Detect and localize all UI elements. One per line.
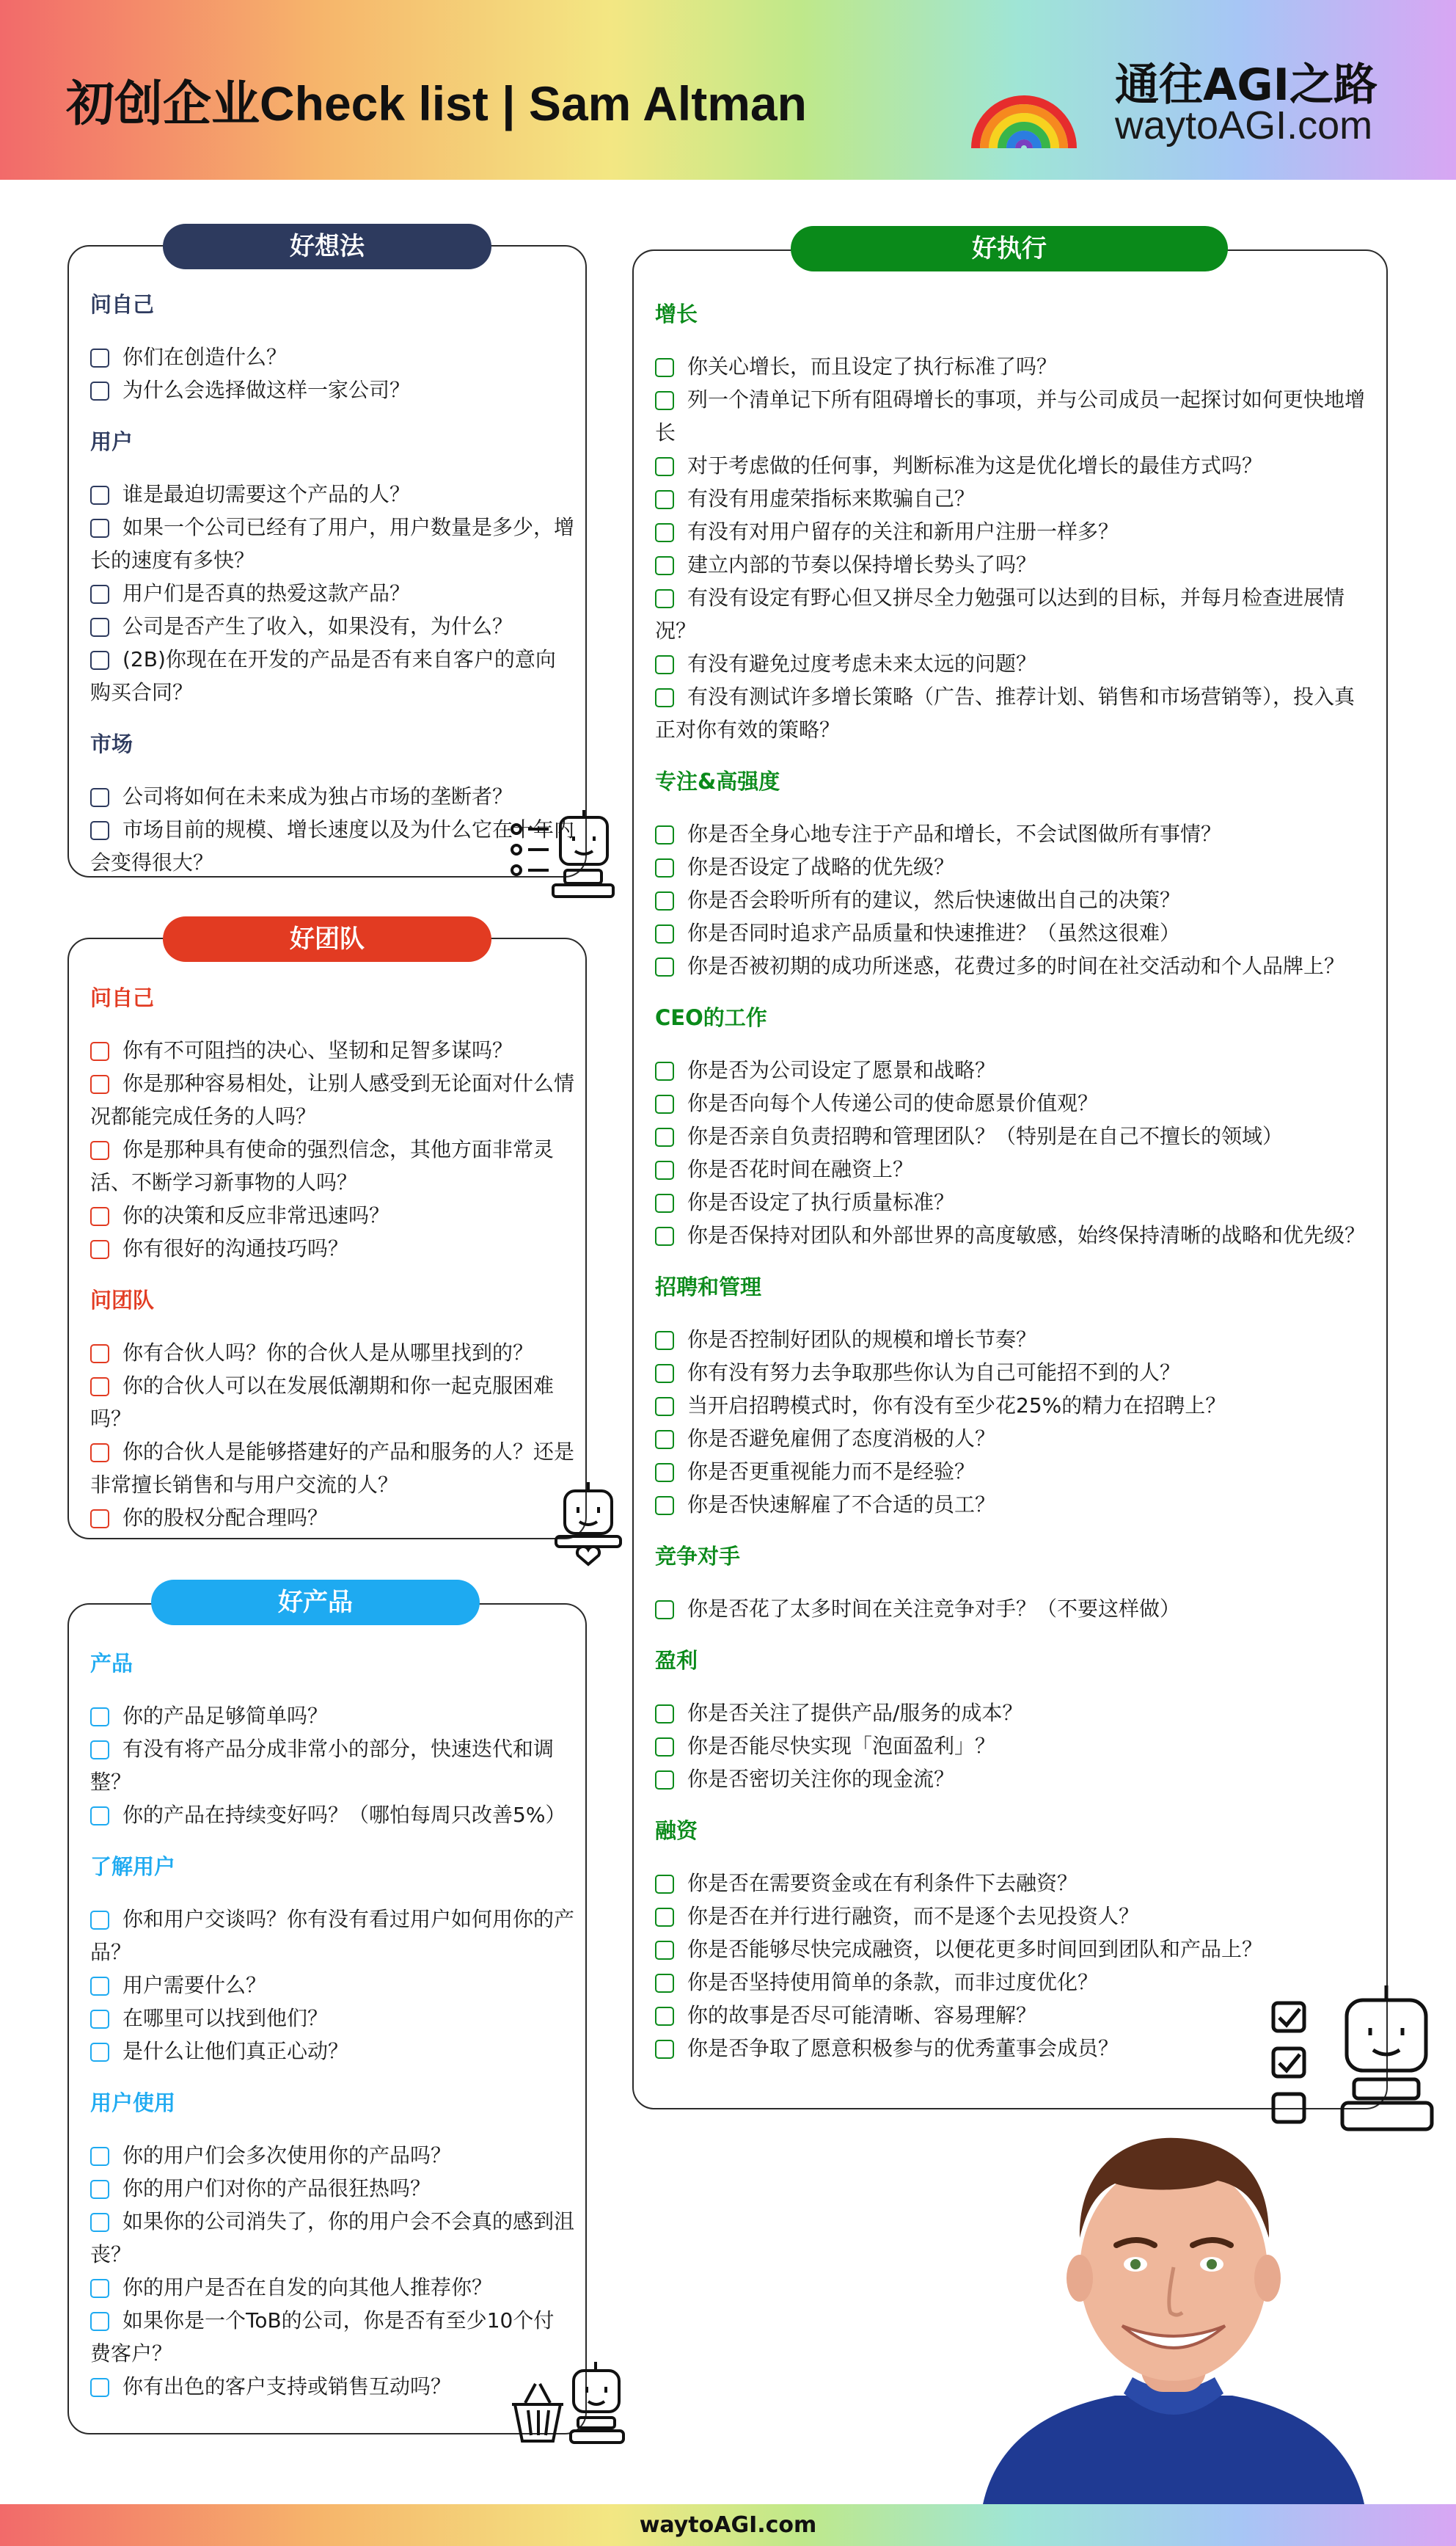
checkbox-icon[interactable] <box>655 1161 674 1180</box>
checklist-item-text: 你是否花时间在融资上？ <box>687 1157 914 1181</box>
checklist-item[interactable] <box>655 1455 1367 1488</box>
checklist-item[interactable] <box>655 1762 1367 1795</box>
checklist-item-text: 你的股权分配合理吗？ <box>122 1506 329 1530</box>
checkbox-icon[interactable] <box>655 1062 674 1081</box>
checkbox-icon[interactable] <box>655 2040 674 2059</box>
checklist-item[interactable] <box>90 1369 574 1435</box>
checkbox-icon[interactable] <box>90 1707 109 1726</box>
checklist-item-text: 你是否能够尽快完成融资，以便花更多时间回到团队和产品上？ <box>687 1937 1263 1961</box>
checklist-item[interactable] <box>90 2205 574 2271</box>
checklist-item[interactable] <box>90 1798 574 1831</box>
checklist-item-text: 你是否控制好团队的规模和增长节奏？ <box>687 1327 1037 1352</box>
checklist-item-text: 有没有对用户留存的关注和新用户注册一样多？ <box>687 519 1119 544</box>
checklist-item[interactable] <box>655 1900 1367 1933</box>
good-team-list <box>90 982 574 1534</box>
checkbox-icon[interactable] <box>655 457 674 476</box>
checkbox-icon[interactable] <box>90 1377 109 1396</box>
checkbox-icon[interactable] <box>90 1207 109 1226</box>
checklist-item[interactable] <box>655 883 1367 916</box>
checklist-item[interactable] <box>655 1054 1367 1087</box>
section-title: 市场 <box>90 732 133 756</box>
checklist-item[interactable] <box>655 1966 1367 1999</box>
checklist-item-text: 你和用户交谈吗？你有没有看过用户如何用你的产品？ <box>90 1907 575 1964</box>
checkbox-icon[interactable] <box>90 1344 109 1363</box>
checkbox-icon[interactable] <box>655 1430 674 1449</box>
checklist-item[interactable] <box>655 1729 1367 1762</box>
checklist-item[interactable] <box>90 643 574 709</box>
checklist-item-text: 你是否向每个人传递公司的使命愿景价值观？ <box>687 1091 1099 1115</box>
checklist-item-text: 你是否快速解雇了不合适的员工？ <box>687 1492 996 1517</box>
section-title: 专注&高强度 <box>655 769 780 794</box>
pill-good-execution: 好执行 <box>791 226 1228 271</box>
checklist-item[interactable] <box>90 610 574 643</box>
checklist-item[interactable] <box>90 1435 574 1501</box>
checklist-item-text: 你是否密切关注你的现金流？ <box>687 1767 955 1791</box>
checkbox-icon[interactable] <box>655 1941 674 1960</box>
checklist-item-text: 对于考虑做的任何事，判断标准为这是优化增长的最佳方式吗？ <box>687 453 1263 478</box>
checkbox-icon[interactable] <box>90 486 109 505</box>
checkbox-icon[interactable] <box>655 1974 674 1993</box>
checklist-item-text: 你是否坚持使用简单的条款，而非过度优化？ <box>687 1970 1099 1994</box>
checklist-item[interactable] <box>655 1592 1367 1625</box>
checklist-item-text: 你的产品足够简单吗？ <box>122 1704 329 1728</box>
checklist-item[interactable] <box>655 581 1367 647</box>
checklist-item-text: 你是否设定了执行质量标准？ <box>687 1190 955 1214</box>
checklist-item[interactable] <box>90 2370 574 2403</box>
checkbox-icon[interactable] <box>90 2279 109 2298</box>
section-title: 问自己 <box>90 985 155 1010</box>
checklist-item-text: 如果你的公司消失了，你的用户会不会真的感到沮丧？ <box>90 2209 575 2266</box>
checkbox-icon[interactable] <box>90 1806 109 1825</box>
checklist-item-text: 你的用户们对你的产品很狂热吗？ <box>122 2176 431 2200</box>
checkbox-icon[interactable] <box>655 825 674 845</box>
checkbox-icon[interactable] <box>90 2180 109 2199</box>
checklist-item[interactable] <box>90 1133 574 1199</box>
header-banner <box>0 0 1456 180</box>
checklist-item[interactable] <box>655 1153 1367 1186</box>
robot-list-icon <box>506 807 623 902</box>
checkbox-icon[interactable] <box>655 556 674 575</box>
checkbox-icon[interactable] <box>90 1911 109 1930</box>
checkbox-icon[interactable] <box>655 1908 674 1927</box>
checklist-item[interactable] <box>655 1488 1367 1521</box>
checklist-item[interactable] <box>655 680 1367 746</box>
section-title: 竞争对手 <box>655 1544 741 1569</box>
checkbox-icon[interactable] <box>655 1875 674 1894</box>
checkbox-icon[interactable] <box>655 523 674 542</box>
checklist-item[interactable] <box>90 511 574 577</box>
section-title: 盈利 <box>655 1648 698 1673</box>
checklist-item-text: 你的用户是否在自发的向其他人推荐你？ <box>122 2275 493 2299</box>
checklist-item-text: 你的产品在持续变好吗？（哪怕每周只改善5%） <box>122 1803 566 1827</box>
checklist-item[interactable] <box>90 1501 574 1534</box>
checklist-item[interactable] <box>90 1903 574 1969</box>
checklist-item[interactable] <box>655 2032 1367 2065</box>
checklist-item[interactable] <box>655 449 1367 482</box>
checkbox-icon[interactable] <box>655 1600 674 1619</box>
checklist-item-text: 你是否在需要资金或在有利条件下去融资？ <box>687 1871 1078 1895</box>
checklist-item[interactable] <box>90 340 574 373</box>
checkbox-icon[interactable] <box>90 1141 109 1160</box>
checkbox-icon[interactable] <box>655 2007 674 2026</box>
checklist-item-text: 你有没有努力去争取那些你认为自己可能招不到的人？ <box>687 1360 1181 1385</box>
checklist-item[interactable] <box>90 1199 574 1232</box>
checklist-item[interactable] <box>655 1186 1367 1219</box>
checklist-item-text: 你是那种容易相处，让别人感受到无论面对什么情况都能完成任务的人吗？ <box>90 1071 575 1128</box>
checkbox-icon[interactable] <box>655 1128 674 1147</box>
checkbox-icon[interactable] <box>90 1443 109 1462</box>
checklist-item-text: 谁是最迫切需要这个产品的人？ <box>122 482 411 506</box>
checklist-item-text: 为什么会选择做这样一家公司？ <box>122 378 411 402</box>
checklist-item[interactable] <box>90 1699 574 1732</box>
checkbox-icon[interactable] <box>90 1509 109 1528</box>
checkbox-icon[interactable] <box>655 490 674 509</box>
checkbox-icon[interactable] <box>655 358 674 377</box>
checklist-item-text: 是什么让他们真正心动？ <box>122 2039 349 2063</box>
checkbox-icon[interactable] <box>655 1770 674 1790</box>
checkbox-icon[interactable] <box>655 1331 674 1350</box>
checklist-item-text: 你有出色的客户支持或销售互动吗？ <box>122 2374 452 2399</box>
checklist-item[interactable] <box>655 482 1367 515</box>
checklist-item[interactable] <box>90 2035 574 2068</box>
checklist-item-text: 有没有将产品分成非常小的部分，快速迭代和调整？ <box>90 1737 555 1794</box>
checklist-item[interactable] <box>655 1696 1367 1729</box>
checklist-item-text: 在哪里可以找到他们？ <box>122 2006 329 2030</box>
checkbox-icon[interactable] <box>655 1227 674 1246</box>
checkbox-icon[interactable] <box>90 651 109 670</box>
checklist-item-text: 用户需要什么？ <box>122 1973 267 1997</box>
checklist-item-text: 你的合伙人是能够搭建好的产品和服务的人？还是非常擅长销售和与用户交流的人？ <box>90 1440 575 1497</box>
checklist-item-text: 有没有设定有野心但又拼尽全力勉强可以达到的目标，并每月检查进展情况？ <box>655 586 1345 643</box>
checklist-item[interactable] <box>90 1067 574 1133</box>
checklist-item[interactable] <box>90 780 574 813</box>
section-title: 招聘和管理 <box>655 1274 762 1299</box>
section-title: 增长 <box>655 302 698 327</box>
section-title: 用户 <box>90 429 133 454</box>
checklist-item-text: 你有合伙人吗？你的合伙人是从哪里找到的？ <box>122 1341 534 1365</box>
checkbox-icon[interactable] <box>90 1042 109 1061</box>
checklist-item-text: 有没有测试许多增长策略（广告、推荐计划、销售和市场营销等），投入真正对你有效的策略？ <box>655 685 1356 742</box>
checklist-item[interactable] <box>90 2271 574 2304</box>
checklist-item-text: 你是否避免雇佣了态度消极的人？ <box>687 1426 996 1451</box>
checkbox-icon[interactable] <box>655 1194 674 1213</box>
checklist-item[interactable] <box>90 2139 574 2172</box>
checklist-item-text: 用户们是否真的热爱这款产品？ <box>122 581 411 605</box>
checklist-item[interactable] <box>90 1232 574 1265</box>
checklist-item-text: 你是否花了太多时间在关注竞争对手？（不要这样做） <box>687 1597 1181 1621</box>
checklist-item[interactable] <box>655 850 1367 883</box>
rainbow-icon <box>967 45 1077 156</box>
checklist-item[interactable] <box>655 647 1367 680</box>
checkbox-icon[interactable] <box>90 2043 109 2062</box>
checklist-item-text: 你是否被初期的成功所迷惑，花费过多的时间在社交活动和个人品牌上？ <box>687 954 1345 978</box>
checklist-item-text: 你是否在并行进行融资，而不是逐个去见投资人？ <box>687 1904 1140 1928</box>
checklist-item[interactable] <box>90 1732 574 1798</box>
checklist-item-text: 你是否能尽快实现「泡面盈利」？ <box>687 1734 996 1758</box>
checklist-item-text: 你关心增长，而且设定了执行标准了吗？ <box>687 354 1058 379</box>
section-title: 融资 <box>655 1818 698 1843</box>
checklist-item-text: 公司将如何在未来成为独占市场的垄断者？ <box>122 784 513 809</box>
checklist-item[interactable] <box>655 350 1367 383</box>
checkbox-icon[interactable] <box>655 1463 674 1482</box>
good-product-list <box>90 1647 574 2403</box>
checklist-item-text: 市场目前的规模、增长速度以及为什么它在十年内会变得很大？ <box>90 817 575 875</box>
checklist-item[interactable] <box>655 1323 1367 1356</box>
checklist-item-text: 你有很好的沟通技巧吗？ <box>122 1236 349 1261</box>
checklist-item-text: 有没有避免过度考虑未来太远的问题？ <box>687 652 1037 676</box>
checkbox-icon[interactable] <box>90 1075 109 1094</box>
checkbox-icon[interactable] <box>655 1397 674 1416</box>
checklist-item[interactable] <box>655 1120 1367 1153</box>
checkbox-icon[interactable] <box>90 1740 109 1759</box>
checkbox-icon[interactable] <box>90 1977 109 1996</box>
brand-name: 通往AGI之路 <box>1115 59 1378 111</box>
checklist-item-text: 你是否更重视能力而不是经验？ <box>687 1459 976 1484</box>
checklist-item[interactable] <box>655 916 1367 949</box>
robot-heart-icon <box>552 1479 625 1567</box>
checkbox-icon[interactable] <box>655 1364 674 1383</box>
checklist-item[interactable] <box>655 548 1367 581</box>
checkbox-icon[interactable] <box>90 382 109 401</box>
checklist-item-text: 你是否关注了提供产品/服务的成本？ <box>687 1701 1023 1725</box>
checklist-item-text: 如果你是一个ToB的公司，你是否有至少10个付费客户？ <box>90 2308 555 2366</box>
checklist-item-text: 你是否争取了愿意积极参与的优秀董事会成员？ <box>687 2036 1119 2060</box>
checkbox-icon[interactable] <box>655 858 674 878</box>
checkbox-icon[interactable] <box>655 1737 674 1757</box>
checkbox-icon[interactable] <box>655 1704 674 1724</box>
checklist-item-text: 你是否同时追求产品质量和快速推进？（虽然这很难） <box>687 921 1181 945</box>
checkbox-icon[interactable] <box>90 519 109 538</box>
section-title: 产品 <box>90 1651 133 1676</box>
robot-basket-icon <box>511 2359 635 2451</box>
pill-good-team: 好团队 <box>163 916 491 962</box>
checklist-item-text: 如果一个公司已经有了用户，用户数量是多少，增长的速度有多快？ <box>90 515 575 572</box>
checklist-item-text: 你是那种具有使命的强烈信念，其他方面非常灵活、不断学习新事物的人吗？ <box>90 1137 555 1194</box>
checklist-item-text: (2B)你现在在开发的产品是否有来自客户的意向购买合同？ <box>90 647 556 704</box>
checkbox-icon[interactable] <box>655 958 674 977</box>
checklist-item-text: 你的故事是否尽可能清晰、容易理解？ <box>687 2003 1037 2027</box>
pill-good-idea: 好想法 <box>163 224 491 269</box>
pill-good-product: 好产品 <box>151 1580 480 1625</box>
checkbox-icon[interactable] <box>90 2378 109 2397</box>
good-execution-list <box>655 298 1367 2065</box>
checklist-item[interactable] <box>655 1087 1367 1120</box>
checklist-item[interactable] <box>90 1969 574 2002</box>
sam-altman-portrait <box>954 2113 1394 2504</box>
checklist-item-text: 你有不可阻挡的决心、坚韧和足智多谋吗？ <box>122 1038 513 1062</box>
checkbox-icon[interactable] <box>655 924 674 944</box>
checkbox-icon[interactable] <box>655 391 674 410</box>
checkbox-icon[interactable] <box>655 1095 674 1114</box>
checklist-item-text: 你是否亲自负责招聘和管理团队？（特别是在自己不擅长的领域） <box>687 1124 1284 1148</box>
section-title: CEO的工作 <box>655 1005 767 1030</box>
checklist-item[interactable] <box>90 577 574 610</box>
checklist-item[interactable] <box>655 1219 1367 1252</box>
checklist-item[interactable] <box>655 515 1367 548</box>
checkbox-icon[interactable] <box>90 349 109 368</box>
checkbox-icon[interactable] <box>90 585 109 604</box>
checkbox-icon[interactable] <box>90 1240 109 1259</box>
checklist-item[interactable] <box>90 2304 574 2370</box>
checklist-item-text: 建立内部的节奏以保持增长势头了吗？ <box>687 552 1037 577</box>
checkbox-icon[interactable] <box>90 2312 109 2331</box>
checkbox-icon[interactable] <box>655 688 674 707</box>
checkbox-icon[interactable] <box>90 821 109 840</box>
checklist-item[interactable] <box>90 1336 574 1369</box>
checklist-item-text: 公司是否产生了收入，如果没有，为什么？ <box>122 614 513 638</box>
checklist-item-text: 你是否设定了战略的优先级？ <box>687 855 955 879</box>
checklist-item-text: 你的决策和反应非常迅速吗？ <box>122 1203 390 1228</box>
checklist-item-text: 列一个清单记下所有阻碍增长的事项，并与公司成员一起探讨如何更快地增长 <box>655 387 1366 445</box>
checklist-item-text: 当开启招聘模式时，你有没有至少花25%的精力在招聘上？ <box>687 1393 1226 1418</box>
section-title: 问团队 <box>90 1288 155 1313</box>
checklist-item[interactable] <box>655 1867 1367 1900</box>
checklist-item-text: 你是否全身心地专注于产品和增长，不会试图做所有事情？ <box>687 822 1222 846</box>
checklist-item[interactable] <box>655 1422 1367 1455</box>
checklist-item[interactable] <box>655 1389 1367 1422</box>
checklist-item-text: 你是否保持对团队和外部世界的高度敏感，始终保持清晰的战略和优先级？ <box>687 1223 1366 1247</box>
checkbox-icon[interactable] <box>655 1496 674 1515</box>
checklist-item[interactable] <box>90 1034 574 1067</box>
brand-url: waytoAGI.com <box>1115 103 1373 147</box>
checklist-item[interactable] <box>90 813 574 879</box>
checkbox-icon[interactable] <box>90 618 109 637</box>
checkbox-icon[interactable] <box>655 589 674 608</box>
checklist-item[interactable] <box>655 817 1367 850</box>
checklist-item[interactable] <box>655 1999 1367 2032</box>
checklist-item[interactable] <box>655 383 1367 449</box>
checklist-item[interactable] <box>90 373 574 406</box>
checklist-item[interactable] <box>655 1933 1367 1966</box>
section-title: 问自己 <box>90 292 155 317</box>
checklist-item-text: 你的用户们会多次使用你的产品吗？ <box>122 2143 452 2167</box>
checklist-item-text: 你们在创造什么？ <box>122 345 288 369</box>
section-title: 了解用户 <box>90 1854 176 1879</box>
checkbox-icon[interactable] <box>90 2010 109 2029</box>
good-idea-list <box>90 288 574 879</box>
checkbox-icon[interactable] <box>655 655 674 674</box>
checklist-item[interactable] <box>655 949 1367 982</box>
page-title: 初创企业Check list | Sam Altman <box>66 76 807 131</box>
checkbox-icon[interactable] <box>90 2213 109 2232</box>
footer-url: waytoAGI.com <box>0 2504 1456 2546</box>
checklist-item[interactable] <box>90 478 574 511</box>
checklist-item-text: 你是否为公司设定了愿景和战略？ <box>687 1058 996 1082</box>
checkbox-icon[interactable] <box>90 2147 109 2166</box>
checkbox-icon[interactable] <box>90 788 109 807</box>
section-title: 用户使用 <box>90 2090 176 2115</box>
checklist-item-text: 有没有用虚荣指标来欺骗自己？ <box>687 486 976 511</box>
checklist-item[interactable] <box>90 2172 574 2205</box>
checkbox-icon[interactable] <box>655 891 674 911</box>
checklist-item-text: 你的合伙人可以在发展低潮期和你一起克服困难吗？ <box>90 1374 555 1431</box>
checklist-item[interactable] <box>655 1356 1367 1389</box>
checklist-item-text: 你是否会聆听所有的建议，然后快速做出自己的决策？ <box>687 888 1181 912</box>
checklist-item[interactable] <box>90 2002 574 2035</box>
